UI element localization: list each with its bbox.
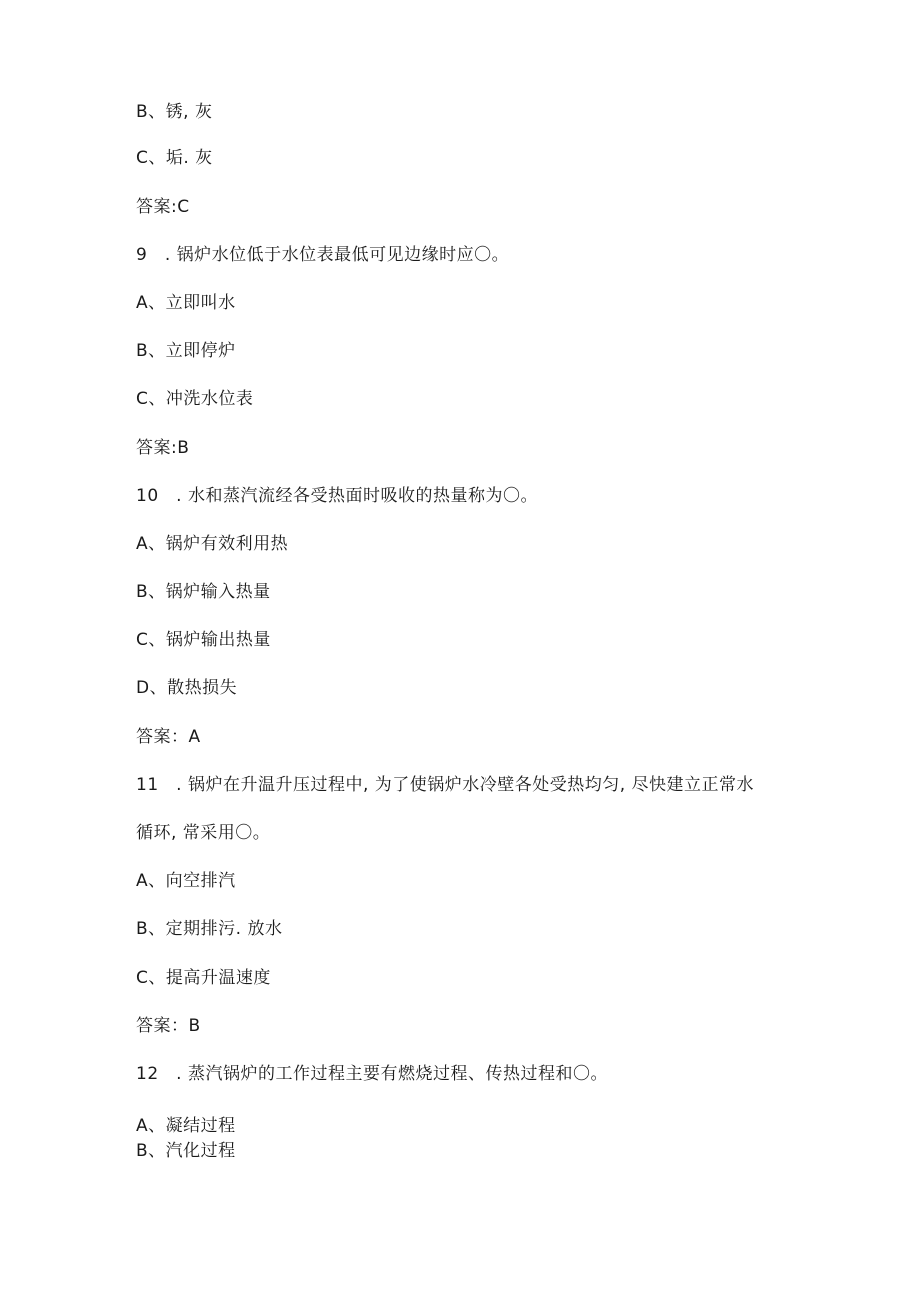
option-b-q9: B、立即停炉 [136,341,236,361]
question-10: 10 . 水和蒸汽流经各受热面时吸收的热量称为〇。 [136,486,538,506]
option-c-q9: C、冲洗水位表 [136,389,254,409]
option-b-q12: B、汽化过程 [136,1141,236,1161]
answer-q8: 答案:C [136,197,190,217]
answer-q10: 答案：A [136,727,201,747]
answer-q11: 答案：B [136,1016,201,1036]
question-9: 9 . 锅炉水位低于水位表最低可见边缘时应〇。 [136,245,510,265]
option-b-q8: B、锈, 灰 [136,102,213,122]
option-c-q10: C、锅炉输出热量 [136,630,271,650]
option-c-q11: C、提高升温速度 [136,968,271,988]
option-b-q11: B、定期排污. 放水 [136,919,283,939]
option-a-q12: A、凝结过程 [136,1116,236,1136]
option-c-q8: C、垢. 灰 [136,148,213,168]
answer-q9: 答案:B [136,438,190,458]
option-b-q10: B、锅炉输入热量 [136,582,271,602]
option-a-q10: A、锅炉有效利用热 [136,534,289,554]
option-a-q9: A、立即叫水 [136,293,236,313]
question-11-line-1: 11 . 锅炉在升温升压过程中, 为了使锅炉水冷壁各处受热均匀, 尽快建立正常水 [136,775,755,795]
option-a-q11: A、向空排汽 [136,871,236,891]
option-d-q10: D、散热损失 [136,678,238,698]
question-11-line-2: 循环, 常采用〇。 [136,823,271,843]
question-12: 12 . 蒸汽锅炉的工作过程主要有燃烧过程、传热过程和〇。 [136,1064,608,1084]
